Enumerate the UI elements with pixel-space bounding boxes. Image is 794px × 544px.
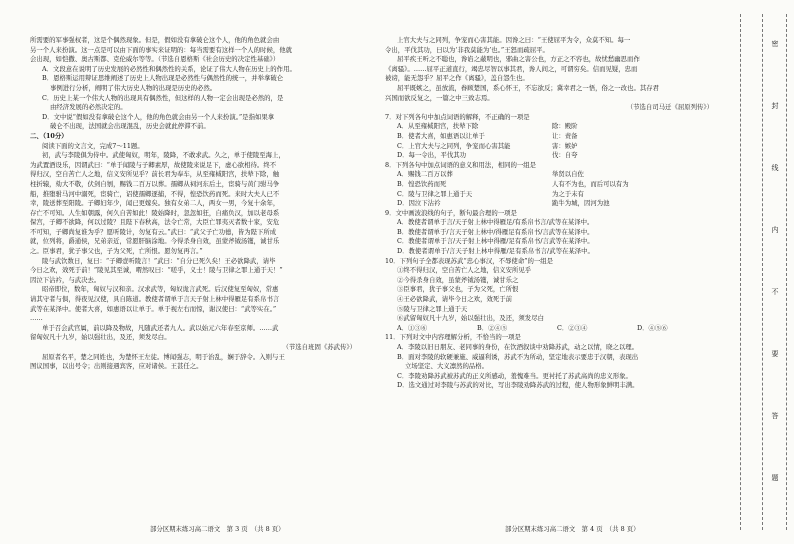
text-line: D．文中说“假如没有拿破仑这个人，他的角色就会由另一个人来扮演。”是指如果拿 bbox=[42, 112, 275, 121]
q10-item: ⑥武留匈奴凡十九岁，始以强壮出，及还，须发尽白 bbox=[397, 314, 544, 323]
option-gloss: 伐：自夸 bbox=[552, 151, 578, 160]
right-passage-line: 屈平既嫉之，虽放流，眷顾楚国，系心怀王，不忘欲反；冀幸君之一悟，俗之一改也。其存君 bbox=[397, 83, 660, 92]
q10-choice-d: D．④⑤⑥ bbox=[637, 323, 668, 332]
q7-option-d bbox=[385, 151, 717, 161]
passage2-text bbox=[30, 353, 360, 372]
option-sentence: B．惶恐饮药而死 bbox=[397, 179, 447, 188]
q8-options bbox=[385, 170, 717, 208]
option-sentence: B．使者大喜，如惠语以让单于 bbox=[397, 131, 485, 140]
right-passage-line: 屈平疾王听之不聪也，谗谄之蔽明也，邪曲之害公也，方正之不容也，故忧愁幽思而作 bbox=[397, 55, 640, 64]
right-passage-line: 被谤，能无怨乎？屈平之作《离骚》，盖自怨生也。 bbox=[385, 74, 529, 83]
seal-label: 题 bbox=[771, 474, 779, 483]
option-gloss: 害：嫉妒 bbox=[552, 141, 578, 150]
option-sentence: C．陵与卫律之罪上通于天 bbox=[397, 189, 473, 198]
q11-option: C．李陵劝降苏武被苏武的正义所感动，羞愧难当。更衬托了苏武高尚的忠义形象。 bbox=[397, 371, 632, 380]
q10-choice-b: B．②④⑤ bbox=[477, 323, 508, 332]
right-passage-line: 《离骚》。……屈平正道直行，竭忠尽智以事其君，谗人间之，可谓穷矣。信而见疑，忠而 bbox=[385, 64, 638, 73]
seal-label: 线 bbox=[771, 164, 779, 173]
seal-line-outer bbox=[740, 14, 741, 530]
passage-line: 幸，陵送葬至阳陵。子卿妇年少，闻已更嫁矣。独有女弟二人，两女一男，今复十余年， bbox=[30, 199, 280, 208]
seal-label: 封 bbox=[771, 102, 779, 111]
right-passage-text bbox=[385, 36, 717, 103]
passage-line: 船，推堕驸马河中溺死，宦骑亡，诏使孺卿逐捕，不得，惶恐饮药而死。来时大夫人已不 bbox=[30, 189, 280, 198]
seal-margin bbox=[736, 0, 794, 544]
footer-page-4: 部分区期末练习高二语文 第 4 页 （共 8 页） bbox=[505, 525, 640, 533]
q10-choices bbox=[385, 324, 717, 334]
passage-line: 因泣下沾衿，与武决去。 bbox=[30, 275, 101, 284]
q11-option: D．选文通过对李陵与苏武的对比，写出李陵劝降苏武的过程，使人物形象鲜明丰满。 bbox=[397, 381, 639, 390]
q11-stem: 11．下列对文中内容理解分析，不恰当的一项是 bbox=[385, 333, 521, 342]
option-gloss: 为之于未有 bbox=[552, 189, 584, 198]
q7-option-a bbox=[385, 122, 717, 132]
passage-line: 存亡不可知。人生如朝露，何久自苦如此！陵始降时，忽忽如狂，自痛负汉，加以老母系 bbox=[30, 208, 280, 217]
q10-stem: 10．下列句子全都表现苏武“忠心事汉，不辱使命”的一组是 bbox=[385, 256, 554, 265]
q10-item: ①终不得归汉，空自苦亡人之地，信义安所见乎 bbox=[397, 266, 532, 275]
passage2-line: 图议国事，以出号令；出则接遇宾客，应对诸侯。王甚任之。 bbox=[30, 362, 203, 371]
option-gloss: 人有不为也，而后可以有为 bbox=[552, 179, 629, 188]
q10-items bbox=[385, 266, 717, 324]
page-4-column bbox=[385, 36, 717, 391]
passage-line: 陵与武饮数日，复曰：“子卿壹听陵言！”武曰：“自分已死久矣！王必欲降武，请毕 bbox=[42, 256, 276, 265]
passage-text bbox=[30, 151, 360, 343]
passage2-line: 屈原者名平，楚之同姓也，为楚怀王左徒。博闻强志，明于治乱，娴于辞令。入则与王 bbox=[42, 352, 285, 361]
seal-label: 要 bbox=[771, 350, 779, 359]
q9-options bbox=[385, 218, 717, 256]
q7-stem: 7．对下列各句中加点词语的解释，不正确的一项是 bbox=[385, 112, 530, 121]
seal-label: 答 bbox=[771, 412, 779, 421]
q9-option: D．教使者谓单于/言天子射上林中得雁/足有系帛书言/武等在某泽中。 bbox=[397, 247, 594, 256]
seal-line-middle bbox=[762, 14, 763, 530]
q7-option-b bbox=[385, 132, 717, 142]
passage-source: （节选自班固《苏武传》） bbox=[282, 343, 356, 351]
passage-line: 为武置酒设乐，因谓武曰：“单于闻陵与子卿素厚，故使陵来说足下，虚心欲相待。终不 bbox=[30, 160, 277, 169]
q10-item: ⑤陵与卫律之罪上通于天 bbox=[397, 304, 468, 313]
passage-line: …… bbox=[30, 314, 43, 323]
text-line: A．文段意在说明了历史发展的必然性和偶然性的关系，论证了伟大人物在历史上的作用。 bbox=[42, 64, 296, 73]
passage-line: 请其守者与俱，得夜见汉使，具自陈道。教使者谓单于言天子射上林中得雁足有系帛书言 bbox=[30, 295, 280, 304]
option-sentence: D．每一令出，平伐其功 bbox=[397, 151, 467, 160]
q8-option-a bbox=[385, 170, 717, 180]
q8-option-d bbox=[385, 199, 717, 209]
passage-line: 初，武与李陵俱为侍中。武使匈奴，明年，陵降，不敢求武。久之，单于使陵至海上， bbox=[42, 151, 285, 160]
q9-option: C．教使者谓单于言/天子射上林中得雁/足有系帛书/言武等在某泽中。 bbox=[397, 237, 594, 246]
passage-line: 昭帝即位，数年，匈奴与汉和亲。汉求武等，匈奴诡言武死。后汉使复至匈奴，常惠 bbox=[42, 285, 279, 294]
reading-prompt: 阅读下面的文言文，完成7～11题。 bbox=[42, 141, 144, 150]
intro-text-block bbox=[30, 36, 360, 132]
text-line: 事例进行分析，阐明了伟大历史人物的出现是历史的必然。 bbox=[50, 83, 217, 92]
right-passage-line: 兴国而欲反复之，一篇之中三致志焉。 bbox=[385, 93, 494, 102]
q10-choice-c: C．②③④ bbox=[557, 323, 588, 332]
passage-line: 得归汉，空自苦亡人之地，信义安所见乎？前长君为奉车，从至雍棫阳宫，扶辇下除，触 bbox=[30, 170, 280, 179]
passage-line: 就，位列将，爵通侯，兄弟亲近，常愿肝脑涂地。今得杀身自效，虽蒙斧钺汤镬，诚甘乐 bbox=[30, 237, 280, 246]
option-gloss: 除：殿阶 bbox=[552, 122, 578, 131]
passage-line: 武等在某泽中。使者大喜，如惠语以让单于。单于视左右而惊，谢汉使曰：“武等实在。” bbox=[30, 304, 277, 313]
q7-option-c bbox=[385, 142, 717, 152]
option-gloss: 跪牛为城，因河为池 bbox=[552, 199, 610, 208]
option-sentence: A．赐钱二百万以葬 bbox=[397, 170, 453, 179]
option-sentence: A．从至雍棫阳宫，扶辇下除 bbox=[397, 122, 479, 131]
text-line: 破仑不出现，法国就会出现混乱，历史会就此停滞不前。 bbox=[50, 122, 210, 131]
q10-item: ③臣事君，犹子事父也，子为父死，亡所恨 bbox=[397, 285, 519, 294]
passage-line: 留匈奴凡十九岁，始以强壮出，及还，须发尽白。 bbox=[30, 333, 171, 342]
q11-option: B．面对李陵的软硬兼施、威逼利诱，苏武不为所动，坚定地表示要忠于汉朝，表现出 bbox=[397, 352, 639, 361]
text-line: 另一个人来扮演。这一点是可以由下面的事实来证明的：每当需要有这样一个人的时候，他就 bbox=[30, 45, 293, 54]
seal-label: 内 bbox=[771, 226, 779, 235]
seal-label: 密 bbox=[771, 40, 779, 49]
q11-option: A．李陵以旧日朋友、老同事的身份，在饮酒叙谈中劝降苏武，动之以情，晓之以理。 bbox=[397, 343, 639, 351]
right-passage-source: （节选自司马迁《屈原列传》） bbox=[626, 103, 713, 112]
seal-label: 不 bbox=[771, 288, 779, 297]
text-line: B．恩格斯运用辩证思维阐述了历史上人物出现是必然性与偶然性的统一，并举拿破仑 bbox=[42, 74, 284, 83]
option-gloss: 让：责备 bbox=[552, 131, 578, 140]
q10-item: ④王必欲降武，请毕今日之欢，效死于前 bbox=[397, 295, 513, 304]
passage-line: 柱折辕，劾大不敬，伏剑自刎，赐钱二百万以葬。孺卿从祠河东后土，宦骑与黄门驸马争 bbox=[30, 179, 280, 188]
passage-line: 今日之欢，效死于前！”陵见其至诚，喟然叹曰：“嗟乎，义士！陵与卫律之罪上通于天！” bbox=[30, 266, 283, 275]
q9-option: A．教使者谓单于言/天子射上林中得雁足/有系帛书言/武等在某泽中。 bbox=[397, 218, 594, 227]
passage-line: 不可知，子卿尚复谁为乎？愿听陵计，勿复有云。”武曰：“武父子亡功德，皆为陛下所成 bbox=[30, 227, 277, 236]
option-sentence: C．上官大夫与之同列，争宠而心害其能 bbox=[397, 141, 511, 150]
page-3-column bbox=[30, 36, 360, 372]
text-line: 会出现，如恺撒、奥古斯都、克伦威尔等等。（节选自恩格斯《社会历史的决定性基础》） bbox=[30, 55, 280, 64]
text-line: 由经济发展的必然决定的。 bbox=[50, 103, 127, 112]
right-passage-line: 令出，平伐其功，曰以为‘非我莫能为’也。”王怒而疏屈平。 bbox=[385, 45, 549, 54]
q11-option: 立场坚定、大义凛然的品格。 bbox=[405, 362, 489, 371]
footer-page-3: 部分区期末练习高二语文 第 3 页 （共 8 页） bbox=[150, 525, 285, 533]
q10-choice-a: A．①③⑥ bbox=[397, 323, 428, 332]
q8-option-b bbox=[385, 180, 717, 190]
option-gloss: 举贤以自佐 bbox=[552, 170, 584, 179]
passage-line: 之。臣事君，犹子事父也，子为父死，亡所恨。愿勿复再言。” bbox=[30, 247, 203, 256]
passage-line: 保宫，子卿不欲降，何以过陵？且陛下春秋高，法令亡常，大臣亡罪夷灭者数十家，安危 bbox=[30, 218, 280, 227]
q8-stem: 8．下列各句中加点词语的意义和用法，相同的一组是 bbox=[385, 160, 537, 169]
q11-options bbox=[385, 343, 717, 391]
section-title: 二、（10分） bbox=[30, 131, 68, 140]
option-sentence: D．因泣下沾衿 bbox=[397, 199, 441, 208]
q8-option-c bbox=[385, 190, 717, 200]
text-line: C．历史上某一个伟大人物的出现具有偶然性，但这样的人物一定会出现是必然的，是 bbox=[42, 93, 284, 102]
q7-options bbox=[385, 122, 717, 160]
q9-stem: 9．文中画波浪线的句子，断句最合理的一项是 bbox=[385, 208, 517, 217]
q9-option: B．教使者谓单于/言天子射上林中/得雁足有系帛书/言武等在某泽中。 bbox=[397, 227, 594, 236]
q10-item: ②今得杀身自效，虽蒙斧钺汤镬，诚甘乐之 bbox=[397, 275, 519, 284]
right-passage-line: 上官大夫与之同列，争宠而心害其能。因谗之曰：“王使屈平为令，众莫不知。每一 bbox=[397, 36, 631, 44]
seal-line-inner bbox=[786, 14, 787, 530]
passage-line: 单于召会武官属，前以降及物故，凡随武还者九人。武以始元六年春至京师。……武 bbox=[42, 323, 279, 332]
text-line: 所需要的军事强权者，这是个偶然现象。但是，假如没有拿破仑这个人，他的角色就会由 bbox=[30, 36, 280, 44]
